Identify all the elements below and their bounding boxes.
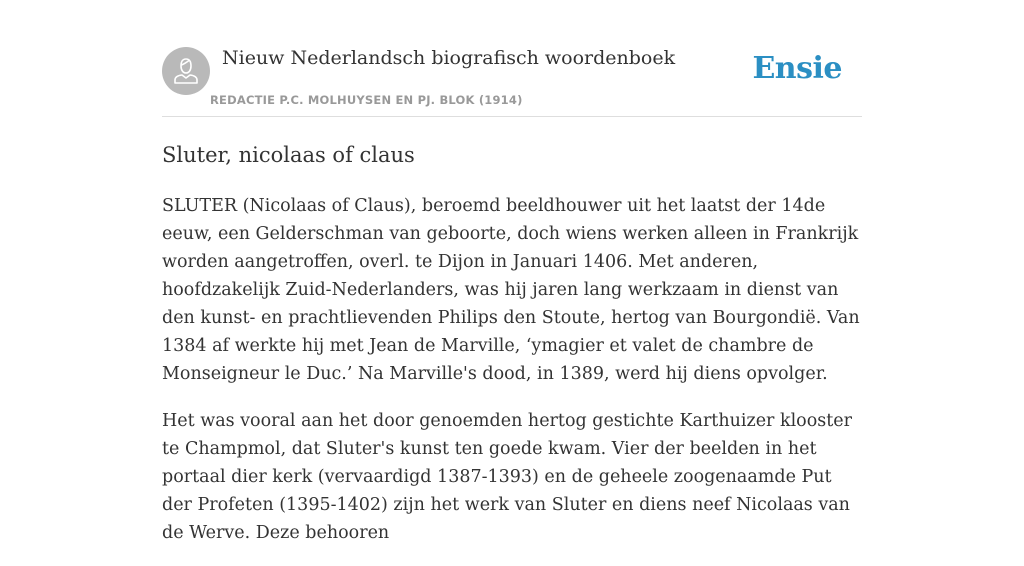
editors-credit: REDACTIE P.C. MOLHUYSEN EN PJ. BLOK (1914)	[210, 93, 523, 107]
ensie-logo[interactable]: Ensie	[752, 51, 842, 86]
header	[162, 46, 862, 117]
article-body	[162, 192, 867, 566]
article-title: Sluter, nicolaas of claus	[162, 143, 415, 167]
article-paragraph: Het was vooral aan het door genoemden hertog gestichte Karthuizer klooster te Champmol, dat Sluter's kunst ten goede kwam. Vier der beelden in het portaal dier kerk (vervaardigd 1387-1393) en de geheele zoogenaamde Put der Profeten (1395-1402) zijn het werk van Sluter en diens neef Nicolaas van de Werve. Deze behooren	[162, 411, 852, 543]
avatar[interactable]	[162, 47, 210, 95]
article-paragraph: SLUTER (Nicolaas of Claus), beroemd beeldhouwer uit het laatst der 14de eeuw, een Gelderschman van geboorte, doch wiens werken alleen in Frankrijk worden aangetroffen, overl. te Dijon in Januari 1406. Met anderen, hoofdzakelijk Zuid-Nederlanders, was hij jaren lang werkzaam in dienst van den kunst- en prachtlievenden Philips den Stoute, hertog van Bourgondië. Van 1384 af werkte hij met Jean de Marville, ‘ymagier et valet de chambre de Monseigneur le Duc.’ Na Marville's dood, in 1389, werd hij diens opvolger.	[162, 196, 860, 384]
user-icon	[172, 56, 200, 86]
book-title[interactable]: Nieuw Nederlandsch biografisch woordenboek	[222, 47, 676, 69]
